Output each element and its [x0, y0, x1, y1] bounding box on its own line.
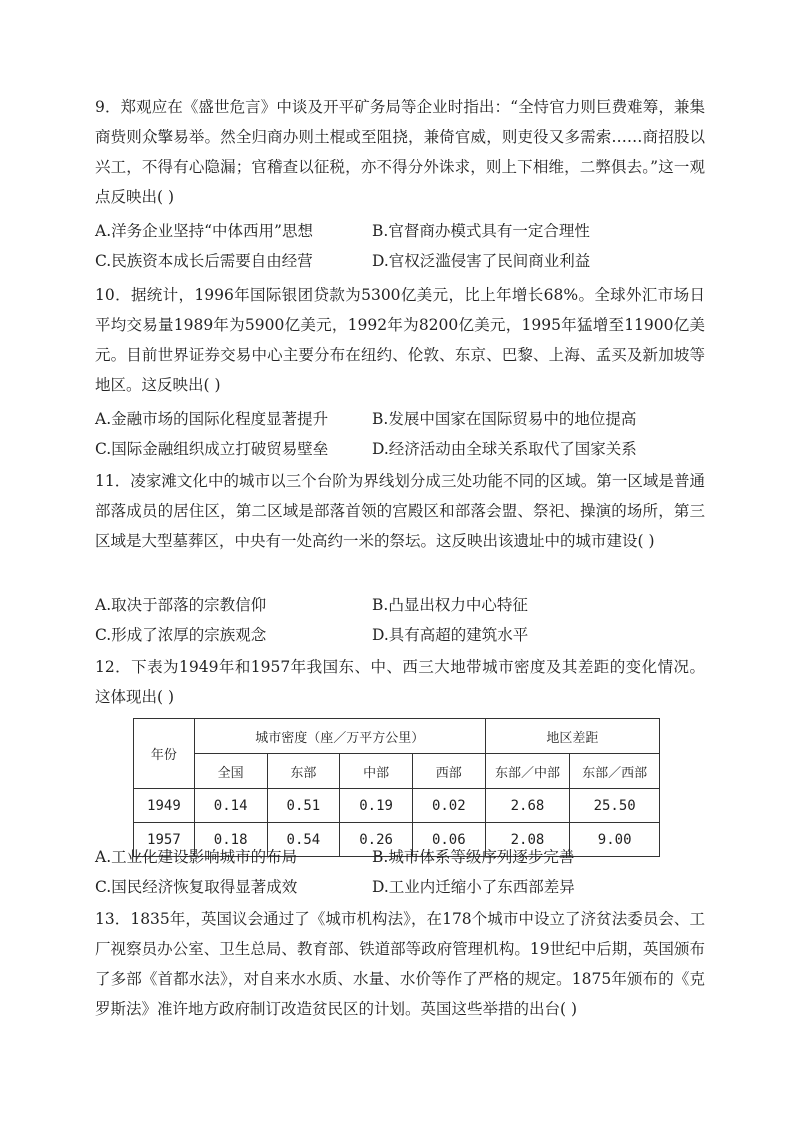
q10-option-b[interactable]: B.发展中国家在国际贸易中的地位提高 [372, 410, 637, 428]
q11-option-c[interactable]: C.形成了浓厚的宗族观念 [95, 626, 267, 644]
question-13 [95, 904, 705, 1024]
table-cell-year: 1949 [134, 789, 195, 823]
table-cell: 0.14 [194, 789, 267, 823]
table-cell: 0.26 [340, 823, 413, 857]
q12-option-d[interactable]: D.工业内迁缩小了东西部差异 [372, 878, 575, 896]
question-12-options [95, 842, 705, 902]
question-10-options [95, 404, 705, 464]
table-subheader-east: 东部 [267, 754, 340, 789]
table-cell: 25.50 [570, 789, 660, 823]
question-11-options [95, 590, 705, 650]
table-subheader-central: 中部 [340, 754, 413, 789]
q10-option-c[interactable]: C.国际金融组织成立打破贸易壁垒 [95, 440, 329, 458]
city-density-table [133, 718, 660, 857]
table-cell: 0.02 [412, 789, 485, 823]
table-subheader-west: 西部 [412, 754, 485, 789]
q9-option-a[interactable]: A.洋务企业坚持“中体西用”思想 [95, 222, 313, 240]
question-9 [95, 92, 705, 212]
table-cell: 2.68 [485, 789, 570, 823]
q12-option-b[interactable]: B.城市体系等级序列逐步完善 [372, 848, 575, 866]
table-subheader-national: 全国 [194, 754, 267, 789]
question-9-text: 9．郑观应在《盛世危言》中谈及开平矿务局等企业时指出：“全恃官力则巨费难筹，兼集商赀则众擎易举。然全归商办则土棍或至阻挠，兼倚官威，则吏役又多需索……商招股以兴工，不得有心隐漏；官稽查以征税，亦不得分外诛求，则上下相维，二弊俱去。”这一观点反映出( ) [95, 98, 705, 206]
table-cell: 0.51 [267, 789, 340, 823]
table-subheader-east-west: 东部／西部 [570, 754, 660, 789]
table-header-year: 年份 [134, 719, 195, 789]
question-11-text: 11．凌家滩文化中的城市以三个台阶为界线划分成三处功能不同的区域。第一区域是普通部落成员的居住区，第二区域是部落首领的宫殿区和部落会盟、祭祀、操演的场所，第三区域是大型墓葬区，中央有一处高约一米的祭坛。这反映出该遗址中的城市建设( ) [95, 472, 705, 550]
table-subheader-east-central: 东部／中部 [485, 754, 570, 789]
table-cell-year: 1957 [134, 823, 195, 857]
q9-option-d[interactable]: D.官权泛滥侵害了民间商业利益 [372, 252, 591, 270]
table-cell: 0.19 [340, 789, 413, 823]
q11-option-a[interactable]: A.取决于部落的宗教信仰 [95, 596, 267, 614]
q12-option-a[interactable]: A.工业化建设影响城市的布局 [95, 848, 298, 866]
question-10-text: 10．据统计，1996年国际银团贷款为5300亿美元，比上年增长68%。全球外汇市场日平均交易量1989年为5900亿美元，1992年为8200亿美元，1995年猛增至11900亿美元。目前世界证券交易中心主要分布在纽约、伦敦、东京、巴黎、上海、孟买及新加坡等地区。这反映出( ) [95, 286, 705, 394]
table-cell: 9.00 [570, 823, 660, 857]
q9-option-c[interactable]: C.民族资本成长后需要自由经营 [95, 252, 313, 270]
question-9-options [95, 216, 705, 276]
question-12-text: 12．下表为1949年和1957年我国东、中、西三大地带城市密度及其差距的变化情况。这体现出( ) [95, 658, 705, 706]
table-header-gap: 地区差距 [485, 719, 659, 754]
table-cell: 0.18 [194, 823, 267, 857]
q12-option-c[interactable]: C.国民经济恢复取得显著成效 [95, 878, 298, 896]
table-cell: 0.06 [412, 823, 485, 857]
table-cell: 0.54 [267, 823, 340, 857]
q9-option-b[interactable]: B.官督商办模式具有一定合理性 [372, 222, 590, 240]
table-header-density: 城市密度（座／万平方公里） [194, 719, 485, 754]
q11-option-b[interactable]: B.凸显出权力中心特征 [372, 596, 528, 614]
q10-option-d[interactable]: D.经济活动由全球关系取代了国家关系 [372, 440, 637, 458]
table-cell: 2.08 [485, 823, 570, 857]
question-10 [95, 280, 705, 400]
q10-option-a[interactable]: A.金融市场的国际化程度显著提升 [95, 410, 329, 428]
question-13-text: 13．1835年，英国议会通过了《城市机构法》，在178个城市中设立了济贫法委员会、工厂视察员办公室、卫生总局、教育部、铁道部等政府管理机构。19世纪中后期，英国颁布了多部《首都水法》，对自来水水质、水量、水价等作了严格的规定。1875年颁布的《克罗斯法》准许地方政府制订改造贫民区的计划。英国这些举措的出台( ) [95, 910, 705, 1018]
question-12 [95, 652, 705, 712]
q11-option-d[interactable]: D.具有高超的建筑水平 [372, 626, 529, 644]
table-row [134, 789, 660, 823]
question-11 [95, 466, 705, 556]
